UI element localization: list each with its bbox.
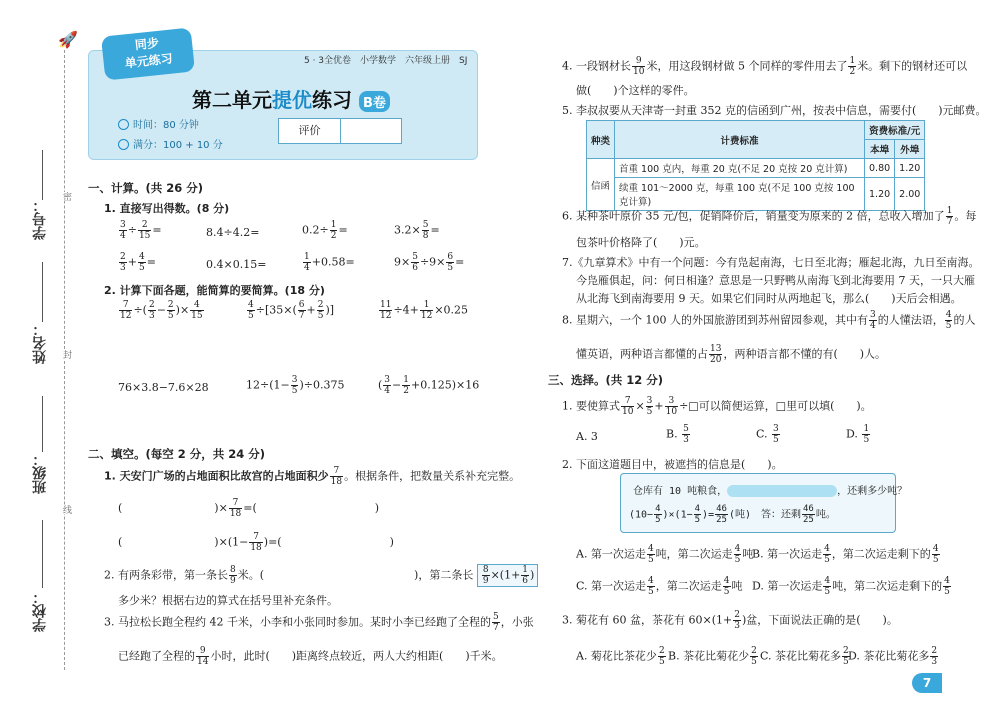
q1-item-1: $\frac{3}{4}$ ÷ $\frac{2}{15}$ = xyxy=(120,220,162,241)
choice-q1-D: D. $\frac{1}{5}$ xyxy=(846,424,870,445)
choice-q3-D: D. 茶花比菊花多 $\frac{2}{3}$ xyxy=(848,646,938,667)
td-row2-std: 续重 101～2000 克，每重 100 克(不足 100 克按 100 克计算) xyxy=(615,178,865,211)
title-part-c: 练习 xyxy=(312,88,352,112)
full-score xyxy=(118,136,223,151)
choice-q3-A: A. 菊花比茶花少 $\frac{2}{5}$ xyxy=(576,646,665,667)
fill-q3-line2: 已经跑了全程的 $\frac{9}{14}$ 小时，此时( )距离终点较近，两人大约相距( )千米。 xyxy=(118,646,503,667)
q2-title: 2. 计算下面各题，能简算的要简算。(18 分) xyxy=(104,284,325,297)
seal-mark-mi: 密 xyxy=(61,192,71,201)
book-info: 5 · 3全优卷 小学数学 六年级上册 SJ xyxy=(304,56,468,66)
school-label: 学校： xyxy=(32,590,48,632)
seal-mark-xian: 线 xyxy=(61,505,71,514)
title-part-a: 第二单元 xyxy=(192,88,272,112)
th-local: 本埠 xyxy=(865,140,895,159)
th-type: 种类 xyxy=(587,121,615,159)
th-fee: 资费标准/元 xyxy=(865,121,925,140)
fill-q4: 4. 一段钢材长 $\frac{9}{10}$ 米，用这段钢材做 5 个同样的零件用去了 $\frac{1}{2}$ 米。剩下的钢材还可以 xyxy=(562,56,968,77)
badge-line1: 同步 xyxy=(134,35,160,53)
fill-q3: 3. 马拉松长跑全程约 42 千米，小李和小张同时参加。某时小李已经跑了全程的 $\frac{5}{7}$ ，小张 xyxy=(104,612,534,633)
choice-q1-C: C. $\frac{3}{5}$ xyxy=(756,424,779,445)
page-number: 7 xyxy=(912,673,942,693)
fill-q7: 7.《九章算术》中有一个问题：今有凫起南海，七日至北海；雁起北海，九日至南海。 xyxy=(562,256,980,269)
section-2-title: 二、填空。(每空 2 分，共 24 分) xyxy=(88,447,266,461)
clock-icon xyxy=(118,119,129,130)
q1-item-5: $\frac{2}{3}$ + $\frac{4}{5}$ = xyxy=(120,252,156,273)
problem-card xyxy=(620,473,908,533)
fill-q7-line2: 今凫雁俱起，问：何日相逢？意思是一只野鸭从南海飞到北海要用 7 天，一只大雁 xyxy=(576,274,975,287)
td-row1-out: 1.20 xyxy=(895,159,925,178)
fill-q4-line2: 做( )个这样的零件。 xyxy=(576,84,695,97)
q2-item-6: ( $\frac{3}{4}$ − $\frac{1}{2}$ +0.125)×16 xyxy=(378,375,480,396)
hidden-info xyxy=(727,485,837,497)
section-3-title: 三、选择。(共 12 分) xyxy=(548,373,664,387)
fill-q2-line2: 多少米？根据右边的算式在括号里补充条件。 xyxy=(118,594,338,607)
choice-q2-C: C. 第一次运走 $\frac{4}{5}$ ，第二次运走 $\frac{4}{5}$ 吨 xyxy=(576,576,743,597)
q1-item-3: 0.2÷ $\frac{1}{2}$ = xyxy=(302,220,348,241)
q2-item-2: $\frac{4}{5}$ ÷[35×( $\frac{6}{7}$ + $\frac{2}{5}$ )] xyxy=(248,300,335,321)
td-row1-std: 首重 100 克内，每重 20 克(不足 20 克按 20 克计算) xyxy=(615,159,865,178)
td-type: 信函 xyxy=(587,159,615,211)
eval-label: 评价 xyxy=(279,119,341,143)
q2-item-5: 12÷(1− $\frac{3}{5}$ )÷0.375 xyxy=(246,375,345,396)
th-standard: 计费标准 xyxy=(615,121,865,159)
choice-q1: 1. 要使算式 $\frac{7}{10}$ × $\frac{3}{5}$ + $\frac{3}{10}$ ÷□可以简便运算，□里可以填( )。 xyxy=(562,396,872,417)
check-circle-icon xyxy=(118,139,129,150)
choice-q1-A: A. 3 xyxy=(576,430,598,443)
q1-title: 1. 直接写出得数。(8 分) xyxy=(104,202,230,215)
fill-q6: 6. 某种茶叶原价 35 元/包，促销降价后，销量变为原来的 2 倍，总收入增加了 $\frac{1}{7}$ 。每 xyxy=(562,206,977,227)
fill-q1-line2: ( )×(1− $\frac{7}{18}$ )=( ) xyxy=(118,532,394,553)
fill-q8: 8. 星期六，一个 100 人的外国旅游团到苏州留园参观，其中有 $\frac{3}{4}$ 的人懂法语， $\frac{4}{5}$ 的人 xyxy=(562,310,976,331)
name-label: 姓名： xyxy=(32,322,48,364)
score-text: 满分：100 + 10 分 xyxy=(133,140,223,151)
q2-item-4: 76×3.8−7.6×28 xyxy=(118,381,209,394)
student-number-label: 学号： xyxy=(32,198,48,240)
title-part-b: 提优 xyxy=(272,88,312,112)
fill-q7-line3: 从北海飞到南海要用 9 天。如果它们同时从两地起飞，那么( )天后会相遇。 xyxy=(576,292,962,305)
choice-q2-B: B. 第一次运走 $\frac{4}{5}$ ，第二次运走剩下的 $\frac{4}{5}$ xyxy=(752,544,939,565)
choice-q3: 3. 菊花有 60 盆，茶花有 60×(1+ $\frac{2}{3}$ )盆，下面说法正确的是( )。 xyxy=(562,610,898,631)
td-row2-local: 1.20 xyxy=(865,178,895,211)
choice-q2: 2. 下面这道题目中，被遮挡的信息是( )。 xyxy=(562,458,783,471)
q1-item-4: 3.2× $\frac{5}{8}$ = xyxy=(394,220,440,241)
q2-item-1: $\frac{7}{12}$ ÷( $\frac{2}{3}$ − $\frac{2}{5}$ )× $\frac{4}{15}$ xyxy=(120,300,203,321)
seal-mark-feng: 封 xyxy=(61,350,71,359)
page-title xyxy=(192,84,390,113)
q1-item-6: 0.4×0.15= xyxy=(206,258,267,271)
fill-q1-line1: ( )× $\frac{7}{18}$ =( ) xyxy=(118,498,380,519)
fill-q1: 1. 天安门广场的占地面积比故宫的占地面积少 $\frac{7}{18}$ 。根据条件，把数量关系补充完整。 xyxy=(104,466,521,487)
q1-item-2: 8.4÷4.2= xyxy=(206,226,260,239)
postage-table xyxy=(586,120,925,211)
choice-q3-B: B. 茶花比菊花少 $\frac{2}{5}$ xyxy=(668,646,757,667)
student-number-line xyxy=(42,150,43,200)
time-text: 时间：80 分钟 xyxy=(133,120,199,131)
fill-q5: 5. 李叔叔要从天津寄一封重 352 克的信函到广州，按表中信息，需要付( )元邮费。 xyxy=(562,104,987,117)
time-limit xyxy=(118,116,199,131)
td-row1-local: 0.80 xyxy=(865,159,895,178)
binding-cut-line xyxy=(64,50,65,670)
td-row2-out: 2.00 xyxy=(895,178,925,211)
th-outside: 外埠 xyxy=(895,140,925,159)
name-line xyxy=(42,262,43,322)
q1-item-7: $\frac{1}{4}$ +0.58= xyxy=(304,252,355,273)
card-line1: 仓库有 10 吨粮食， ，还剩多少吨？ xyxy=(633,486,908,497)
unit-badge xyxy=(101,27,195,80)
q2-item-3: $\frac{11}{12}$ ÷4+ $\frac{1}{12}$ ×0.25 xyxy=(380,300,469,321)
evaluation-box xyxy=(278,118,402,144)
section-1-title: 一、计算。(共 26 分) xyxy=(88,181,204,195)
class-line xyxy=(42,396,43,452)
choice-q2-A: A. 第一次运走 $\frac{4}{5}$ 吨，第二次运走 $\frac{4}{5}$ 吨 xyxy=(576,544,754,565)
q1-item-8: 9× $\frac{5}{6}$ ÷9× $\frac{6}{5}$ = xyxy=(394,252,465,273)
fill-q8-line2: 懂英语，两种语言都懂的占 $\frac{13}{20}$ ，两种语言都不懂的有( )人。 xyxy=(576,344,887,365)
choice-q1-B: B. $\frac{5}{3}$ xyxy=(666,424,689,445)
card-line2: (10− $\frac{4}{5}$ )×(1− $\frac{4}{5}$ )= $\frac{46}{25}$ (吨) 答：还剩 $\frac{46}{25}$ 吨。 xyxy=(629,504,836,525)
school-line xyxy=(42,520,43,588)
rocket-icon: 🚀 xyxy=(58,30,78,49)
choice-q2-D: D. 第一次运走 $\frac{4}{5}$ 吨，第二次运走剩下的 $\frac{4}{5}$ xyxy=(752,576,950,597)
badge-line2: 单元练习 xyxy=(124,51,174,71)
paper-tag: B卷 xyxy=(359,91,390,112)
fill-q6-line2: 包茶叶价格降了( )元。 xyxy=(576,236,706,249)
class-label: 班级： xyxy=(32,452,48,494)
choice-q3-C: C. 茶花比菊花多 $\frac{2}{5}$ xyxy=(760,646,849,667)
fill-q2: 2. 有两条彩带，第一条长 $\frac{8}{9}$ 米。( )，第二条长 $\frac{8}{9}$ ×(1+ $\frac{1}{6}$ ) xyxy=(104,564,538,587)
